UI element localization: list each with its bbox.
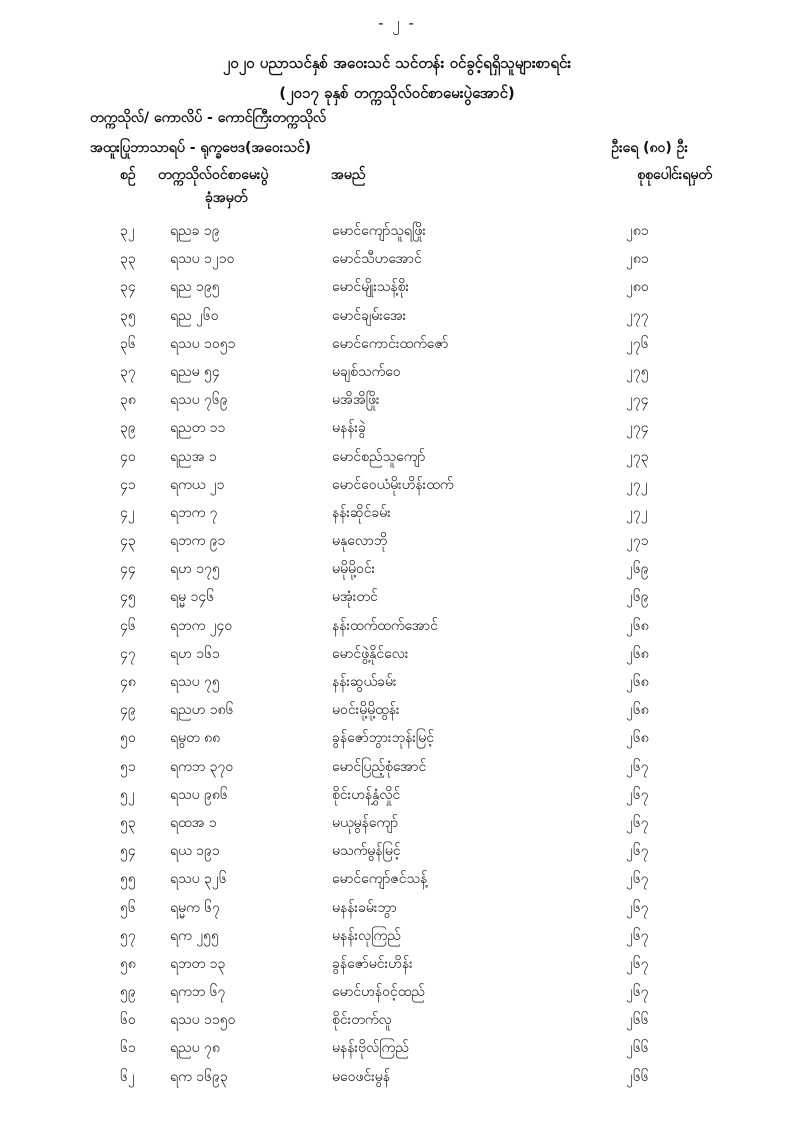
table-row: [0, 808, 794, 836]
student-name: ခွန်ဇော်ဘွားဘုန်းမြင့်: [332, 730, 434, 747]
total-marks: ၂၆၇: [626, 871, 649, 888]
table-row: [0, 1005, 794, 1033]
roll-number: ရည ၁၉၅: [170, 279, 220, 296]
total-marks: ၂၆၇: [626, 984, 649, 1001]
table-row: [0, 893, 794, 921]
total-marks: ၂၆၆: [626, 1040, 649, 1057]
row-number: ၄၁: [120, 476, 136, 493]
total-marks: ၂၆၇: [626, 786, 649, 803]
table-row: [0, 864, 794, 892]
roll-number: ရညပ ၇၈: [170, 1040, 220, 1057]
student-name: မနုလောဘို: [332, 533, 388, 550]
total-marks: ၂၆၇: [626, 843, 649, 860]
table-row: [0, 442, 794, 470]
row-number: ၅၂: [120, 786, 135, 803]
table-row: [0, 977, 794, 1005]
row-number: ၃၉: [120, 420, 136, 437]
table-row: [0, 385, 794, 413]
student-name: မချစ်သက်ဝေ: [332, 363, 401, 380]
student-name: မအိအိဖြိုး: [332, 392, 380, 409]
student-name: မသက်မွန်မြင့်: [332, 843, 401, 860]
roll-number: ရသပ ၇၅: [170, 674, 220, 690]
student-name: မောင်ဟန်ဝင့်ထည်: [332, 984, 425, 1001]
roll-number: ရထအ ၁: [170, 814, 217, 831]
total-marks: ၂၇၃: [626, 448, 649, 465]
table-row: [0, 498, 794, 526]
row-number: ၃၂: [120, 223, 135, 239]
roll-number: ရညတ ၁၁: [170, 420, 226, 437]
roll-number: ရကဘ ၆၇: [170, 984, 226, 1001]
total-marks: ၂၇၁: [626, 533, 649, 550]
student-name: မောင်မျိုးသန့်စိုး: [332, 279, 410, 296]
table-row: [0, 329, 794, 357]
row-number: ၅၉: [120, 984, 136, 1001]
total-marks: ၂၆၈: [626, 617, 649, 634]
row-number: ၅၅: [120, 871, 136, 888]
roll-number: ရဟ ၁၇၅: [170, 561, 220, 578]
header-no: စဉ်: [120, 167, 136, 183]
row-number: ၃၃: [120, 251, 136, 268]
student-name: မမိုမို့ဝင်း: [332, 561, 376, 578]
student-name: မောင်သီဟအောင်: [332, 251, 422, 268]
total-marks: ၂၆၇: [626, 927, 649, 944]
total-marks: ၂၆၆: [626, 1012, 649, 1029]
student-count: ဦးရေ (၈၀) ဦး: [611, 140, 688, 156]
total-marks: ၂၆၈: [626, 702, 649, 719]
roll-number: ရသပ ၇၆၉: [170, 392, 228, 409]
row-number: ၃၇: [120, 363, 136, 380]
table-row: [0, 695, 794, 723]
student-list: [0, 216, 794, 1090]
table-row: [0, 1062, 794, 1090]
table-row: [0, 216, 794, 244]
total-marks: ၂၈၁: [626, 251, 649, 268]
roll-number: ရက ၁၆၉၃: [170, 1068, 228, 1085]
header-roll-number-line2: ခုံအမှတ်: [205, 190, 248, 206]
row-number: ၅၀: [120, 730, 136, 747]
student-name: မောင်ချမ်းအေး: [332, 307, 407, 324]
student-name: နန်းဆိုင်ခမ်း: [332, 504, 391, 521]
table-row: [0, 667, 794, 695]
row-number: ၃၆: [120, 335, 136, 352]
row-number: ၅၈: [120, 955, 136, 972]
total-marks: ၂၇၅: [626, 363, 649, 380]
total-marks: ၂၇၄: [626, 420, 649, 437]
total-marks: ၂၆၈: [626, 674, 649, 690]
total-marks: ၂၆၇: [626, 814, 649, 831]
roll-number: ရဘတ ၁၃: [170, 955, 226, 972]
student-name: မနန်းလုကြည်: [332, 927, 401, 944]
roll-number: ရသပ ၃၂၆: [170, 871, 227, 888]
student-name: မောင်ဖွဲ့နိုင်လေး: [332, 645, 409, 662]
row-number: ၃၅: [120, 307, 136, 324]
row-number: ၅၆: [120, 899, 136, 916]
row-number: ၆၂: [120, 1068, 135, 1085]
student-name: မယုမွန်ကျော်: [332, 814, 399, 831]
roll-number: ရသပ ၁၁၅၀: [170, 1012, 236, 1029]
total-marks: ၂၇၇: [626, 307, 649, 324]
table-row: [0, 780, 794, 808]
student-name: မအုံးတင်: [332, 589, 378, 606]
roll-number: ရသပ ၉၈၆: [170, 786, 228, 803]
row-number: ၅၁: [120, 758, 136, 775]
total-marks: ၂၇၆: [626, 335, 649, 352]
total-marks: ၂၇၂: [626, 476, 648, 493]
student-name: မောင်ကျော်ဇင်သန့်: [332, 871, 428, 888]
table-row: [0, 526, 794, 554]
table-row: [0, 554, 794, 582]
total-marks: ၂၆၈: [626, 730, 649, 747]
row-number: ၅၃: [120, 814, 136, 831]
total-marks: ၂၆၇: [626, 955, 649, 972]
table-row: [0, 470, 794, 498]
student-name: စိုင်းဟန်နွှံလှိုင်: [332, 786, 401, 803]
roll-number: ရဘက ၉၁: [170, 533, 226, 550]
total-marks: ၂၆၈: [626, 645, 649, 662]
table-row: [0, 836, 794, 864]
roll-number: ရညအ ၁: [170, 448, 217, 465]
total-marks: ၂၆၆: [626, 1068, 649, 1085]
row-number: ၄၂: [120, 504, 135, 521]
student-name: မောင်ကျော်သူရဖြိုး: [332, 223, 426, 239]
row-number: ၄၆: [120, 617, 136, 634]
row-number: ၄၉: [120, 702, 136, 719]
row-number: ၆၁: [120, 1040, 136, 1057]
table-row: [0, 921, 794, 949]
student-name: မနန်းဗိုလ်ကြည်: [332, 1040, 409, 1057]
table-row: [0, 949, 794, 977]
row-number: ၅၇: [120, 927, 136, 944]
roll-number: ရညမ ၅၄: [170, 363, 220, 380]
row-number: ၅၄: [120, 843, 136, 860]
student-name: မောင်စည်သူကျော်: [332, 448, 426, 465]
student-name: ခွန်ဇော်မင်းဟိန်း: [332, 955, 413, 972]
table-row: [0, 752, 794, 780]
student-name: မဝေဖင်းမွန်: [332, 1068, 391, 1085]
roll-number: ရညခ ၁၉: [170, 223, 220, 239]
table-row: [0, 582, 794, 610]
total-marks: ၂၆၉: [626, 561, 649, 578]
row-number: ၆၀: [120, 1012, 136, 1029]
header-roll-number: တက္ကသိုလ်ဝင်စာမေးပွဲ: [158, 167, 269, 183]
table-row: [0, 1033, 794, 1061]
row-number: ၄၃: [120, 533, 136, 550]
header-total-marks: စုစုပေါင်းရမှတ်: [637, 167, 712, 183]
subject-line: အထူးပြုဘာသာရပ် - ရုက္ခဗေဒ(အဝေးသင်): [90, 140, 311, 156]
table-row: [0, 413, 794, 441]
row-number: ၄၇: [120, 645, 136, 662]
total-marks: ၂၇၄: [626, 392, 649, 409]
total-marks: ၂၈၁: [626, 223, 649, 239]
page-number: - ၂ -: [378, 14, 416, 32]
student-name: မဝင်းမို့မို့ထွန်း: [332, 702, 400, 719]
row-number: ၃၄: [120, 279, 136, 296]
roll-number: ရသပ ၁၀၅၁: [170, 335, 236, 352]
total-marks: ၂၆၇: [626, 899, 649, 916]
student-name: မနန်းခွဲ: [332, 420, 366, 437]
student-name: မနန်းခမ်းဘွာ: [332, 899, 397, 916]
roll-number: ရဘက ၂၄၀: [170, 617, 233, 634]
row-number: ၄၄: [120, 561, 136, 578]
student-name: မောင်ကောင်းထက်ဇော်: [332, 335, 449, 352]
roll-number: ရယ ၁၉၁: [170, 843, 220, 860]
roll-number: ရကယ ၂၁: [170, 476, 225, 493]
row-number: ၄၀: [120, 448, 136, 465]
student-name: မောင်ဝေယံမိုးဟိန်းထက်: [332, 476, 454, 493]
header-name: အမည်: [331, 167, 366, 183]
table-row: [0, 301, 794, 329]
row-number: ၄၅: [120, 589, 136, 606]
roll-number: ရသပ ၁၂၁၀: [170, 251, 235, 268]
roll-number: ရမ္မ ၁၄၆: [170, 589, 215, 606]
university-line: တက္ကသိုလ်/ ကောလိပ် - ‌ကောင်ကြီးတက္ကသိုလ်: [90, 110, 327, 126]
student-name: နန်းထက်ထက်အောင်: [332, 617, 438, 634]
document-subtitle: (၂၀၁၇ ခုနှစ် တက္ကသိုလ်ဝင်စာမေးပွဲအောင်): [279, 84, 515, 102]
table-row: [0, 357, 794, 385]
document-title: ၂၀၂၀ ပညာသင်နှစ် အဝေးသင် သင်တန်း ဝင်ခွင့်ရရှိသူများစာရင်း: [222, 54, 572, 72]
table-row: [0, 723, 794, 751]
row-number: ၃၈: [120, 392, 136, 409]
roll-number: ရမွတ ၈၈: [170, 730, 221, 747]
total-marks: ၂၆၉: [626, 589, 649, 606]
table-row: [0, 639, 794, 667]
roll-number: ရည ၂၆၀: [170, 307, 219, 324]
student-name: စိုင်းတက်လူ: [332, 1012, 392, 1029]
table-row: [0, 611, 794, 639]
row-number: ၄၈: [120, 674, 136, 690]
total-marks: ၂၇၂: [626, 504, 648, 521]
roll-number: ရညဟ ၁၈၆: [170, 702, 234, 719]
roll-number: ရမ္မက ၆၇: [170, 899, 220, 916]
roll-number: ရဟ ၁၆၁: [170, 645, 220, 662]
table-row: [0, 244, 794, 272]
student-name: နန်းဆွယ်ခမ်း: [332, 674, 397, 690]
total-marks: ၂၆၇: [626, 758, 649, 775]
total-marks: ၂၈၀: [626, 279, 649, 296]
roll-number: ရဘက ၇: [170, 504, 218, 521]
roll-number: ရကဘ ၃၇၀: [170, 758, 234, 775]
roll-number: ရက ၂၅၅: [170, 927, 219, 944]
table-row: [0, 272, 794, 300]
student-name: မောင်ပြည့်စုံအောင်: [332, 758, 427, 775]
